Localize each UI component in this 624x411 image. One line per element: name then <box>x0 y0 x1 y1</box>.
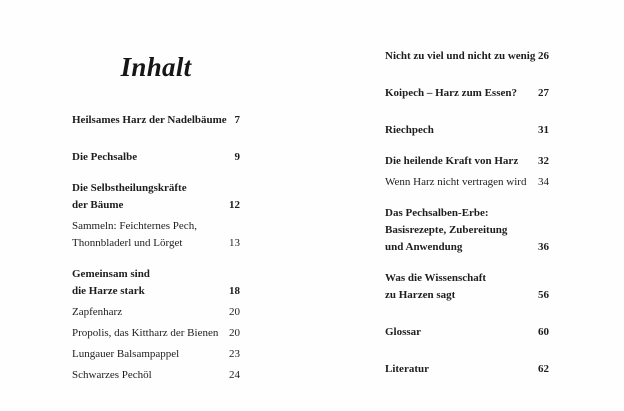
toc-entry-line: Die heilende Kraft von Harz <box>385 155 519 167</box>
toc-entry-page-number: 62 <box>538 363 549 375</box>
toc-entry-page-number: 24 <box>229 369 240 381</box>
toc-entry-line: Gemeinsam sind <box>72 268 150 280</box>
toc-entry-page-number: 26 <box>538 50 549 62</box>
toc-entry <box>72 346 240 363</box>
toc-entry-line: Lungauer Balsampappel <box>72 348 180 360</box>
toc-entry <box>72 304 240 321</box>
toc-entry <box>72 266 240 300</box>
toc-entry-page-number: 36 <box>538 241 549 253</box>
toc-entry-line: zu Harzen sagt <box>385 289 456 301</box>
toc-left-column <box>72 0 240 411</box>
toc-entry-page-number: 13 <box>229 237 240 249</box>
toc-entry-page-number: 20 <box>229 306 240 318</box>
toc-entry <box>385 205 549 256</box>
toc-entry-line: Riechpech <box>385 124 434 136</box>
toc-entry-page-number: 56 <box>538 289 549 301</box>
toc-entry <box>385 48 549 65</box>
toc-entry-label <box>72 149 231 166</box>
toc-entry-page-number: 18 <box>229 285 240 297</box>
toc-entry-label <box>72 346 225 363</box>
toc-entry-label <box>385 361 534 378</box>
toc-entry <box>385 153 549 170</box>
toc-entry <box>385 324 549 341</box>
toc-entry-page-number: 12 <box>229 199 240 211</box>
toc-entry-line: Die Pechsalbe <box>72 151 138 163</box>
toc-entry-line: Basisrezepte, Zubereitung <box>385 224 508 236</box>
toc-entry-line: Das Pechsalben-Erbe: <box>385 207 489 219</box>
toc-entry-line: Wenn Harz nicht vertragen wird <box>385 176 527 188</box>
page-title: Inhalt <box>120 52 192 82</box>
toc-entry-line: Was die Wissenschaft <box>385 272 487 284</box>
toc-entry-line: Nicht zu viel und nicht zu wenig <box>385 50 536 62</box>
toc-entry <box>385 361 549 378</box>
toc-entry-label <box>385 48 534 65</box>
toc-entry-line: Schwarzes Pechöl <box>72 369 152 381</box>
toc-entry-label <box>385 153 534 170</box>
toc-entry-label <box>385 174 534 191</box>
toc-entry-label <box>72 180 225 214</box>
toc-entry <box>72 218 240 252</box>
toc-entry-line: Sammeln: Feichternes Pech, <box>72 220 197 232</box>
toc-entry <box>385 85 549 102</box>
toc-entry-page-number: 23 <box>229 348 240 360</box>
toc-entry-line: Literatur <box>385 363 429 375</box>
toc-entry-page-number: 27 <box>538 87 549 99</box>
toc-entry-page-number: 7 <box>234 114 240 126</box>
toc-entry-label <box>72 112 231 129</box>
toc-entry-page-number: 60 <box>538 326 549 338</box>
toc-right-column <box>385 0 549 411</box>
toc-entry-label <box>385 270 534 304</box>
toc-entry-label <box>385 122 534 139</box>
toc-entry-line: Die Selbstheilungskräfte <box>72 182 187 194</box>
toc-entry <box>72 149 240 166</box>
toc-entry-line: und Anwendung <box>385 241 463 253</box>
toc-entry-line: der Bäume <box>72 199 124 211</box>
toc-entry <box>72 180 240 214</box>
toc-entry <box>385 122 549 139</box>
toc-entry-label <box>72 218 225 252</box>
toc-entry-label <box>72 367 225 384</box>
toc-entry-label <box>385 205 534 256</box>
toc-entry <box>72 112 240 129</box>
toc-entry-line: Thonnbladerl und Lörget <box>72 237 183 249</box>
toc-entry-page-number: 31 <box>538 124 549 136</box>
toc-entry-line: Zapfenharz <box>72 306 123 318</box>
toc-entry-line: Heilsames Harz der Nadelbäume <box>72 114 227 126</box>
toc-entry <box>72 325 240 342</box>
toc-entry <box>72 367 240 384</box>
toc-entries-left <box>72 112 240 384</box>
toc-entry-line: Koipech – Harz zum Essen? <box>385 87 517 99</box>
toc-entry <box>385 270 549 304</box>
toc-entry-line: Propolis, das Kittharz der Bienen <box>72 327 219 339</box>
toc-entry-label <box>385 85 534 102</box>
toc-entry-label <box>72 325 225 342</box>
toc-entry-page-number: 9 <box>234 151 240 163</box>
toc-entry-page-number: 32 <box>538 155 549 167</box>
toc-entry-label <box>72 304 225 321</box>
toc-entry-page-number: 20 <box>229 327 240 339</box>
toc-entry-label <box>72 266 225 300</box>
toc-entries-right <box>385 48 549 378</box>
toc-entry-label <box>385 324 534 341</box>
toc-entry <box>385 174 549 191</box>
toc-entry-line: Glossar <box>385 326 422 338</box>
toc-entry-line: die Harze stark <box>72 285 145 297</box>
toc-entry-page-number: 34 <box>538 176 549 188</box>
